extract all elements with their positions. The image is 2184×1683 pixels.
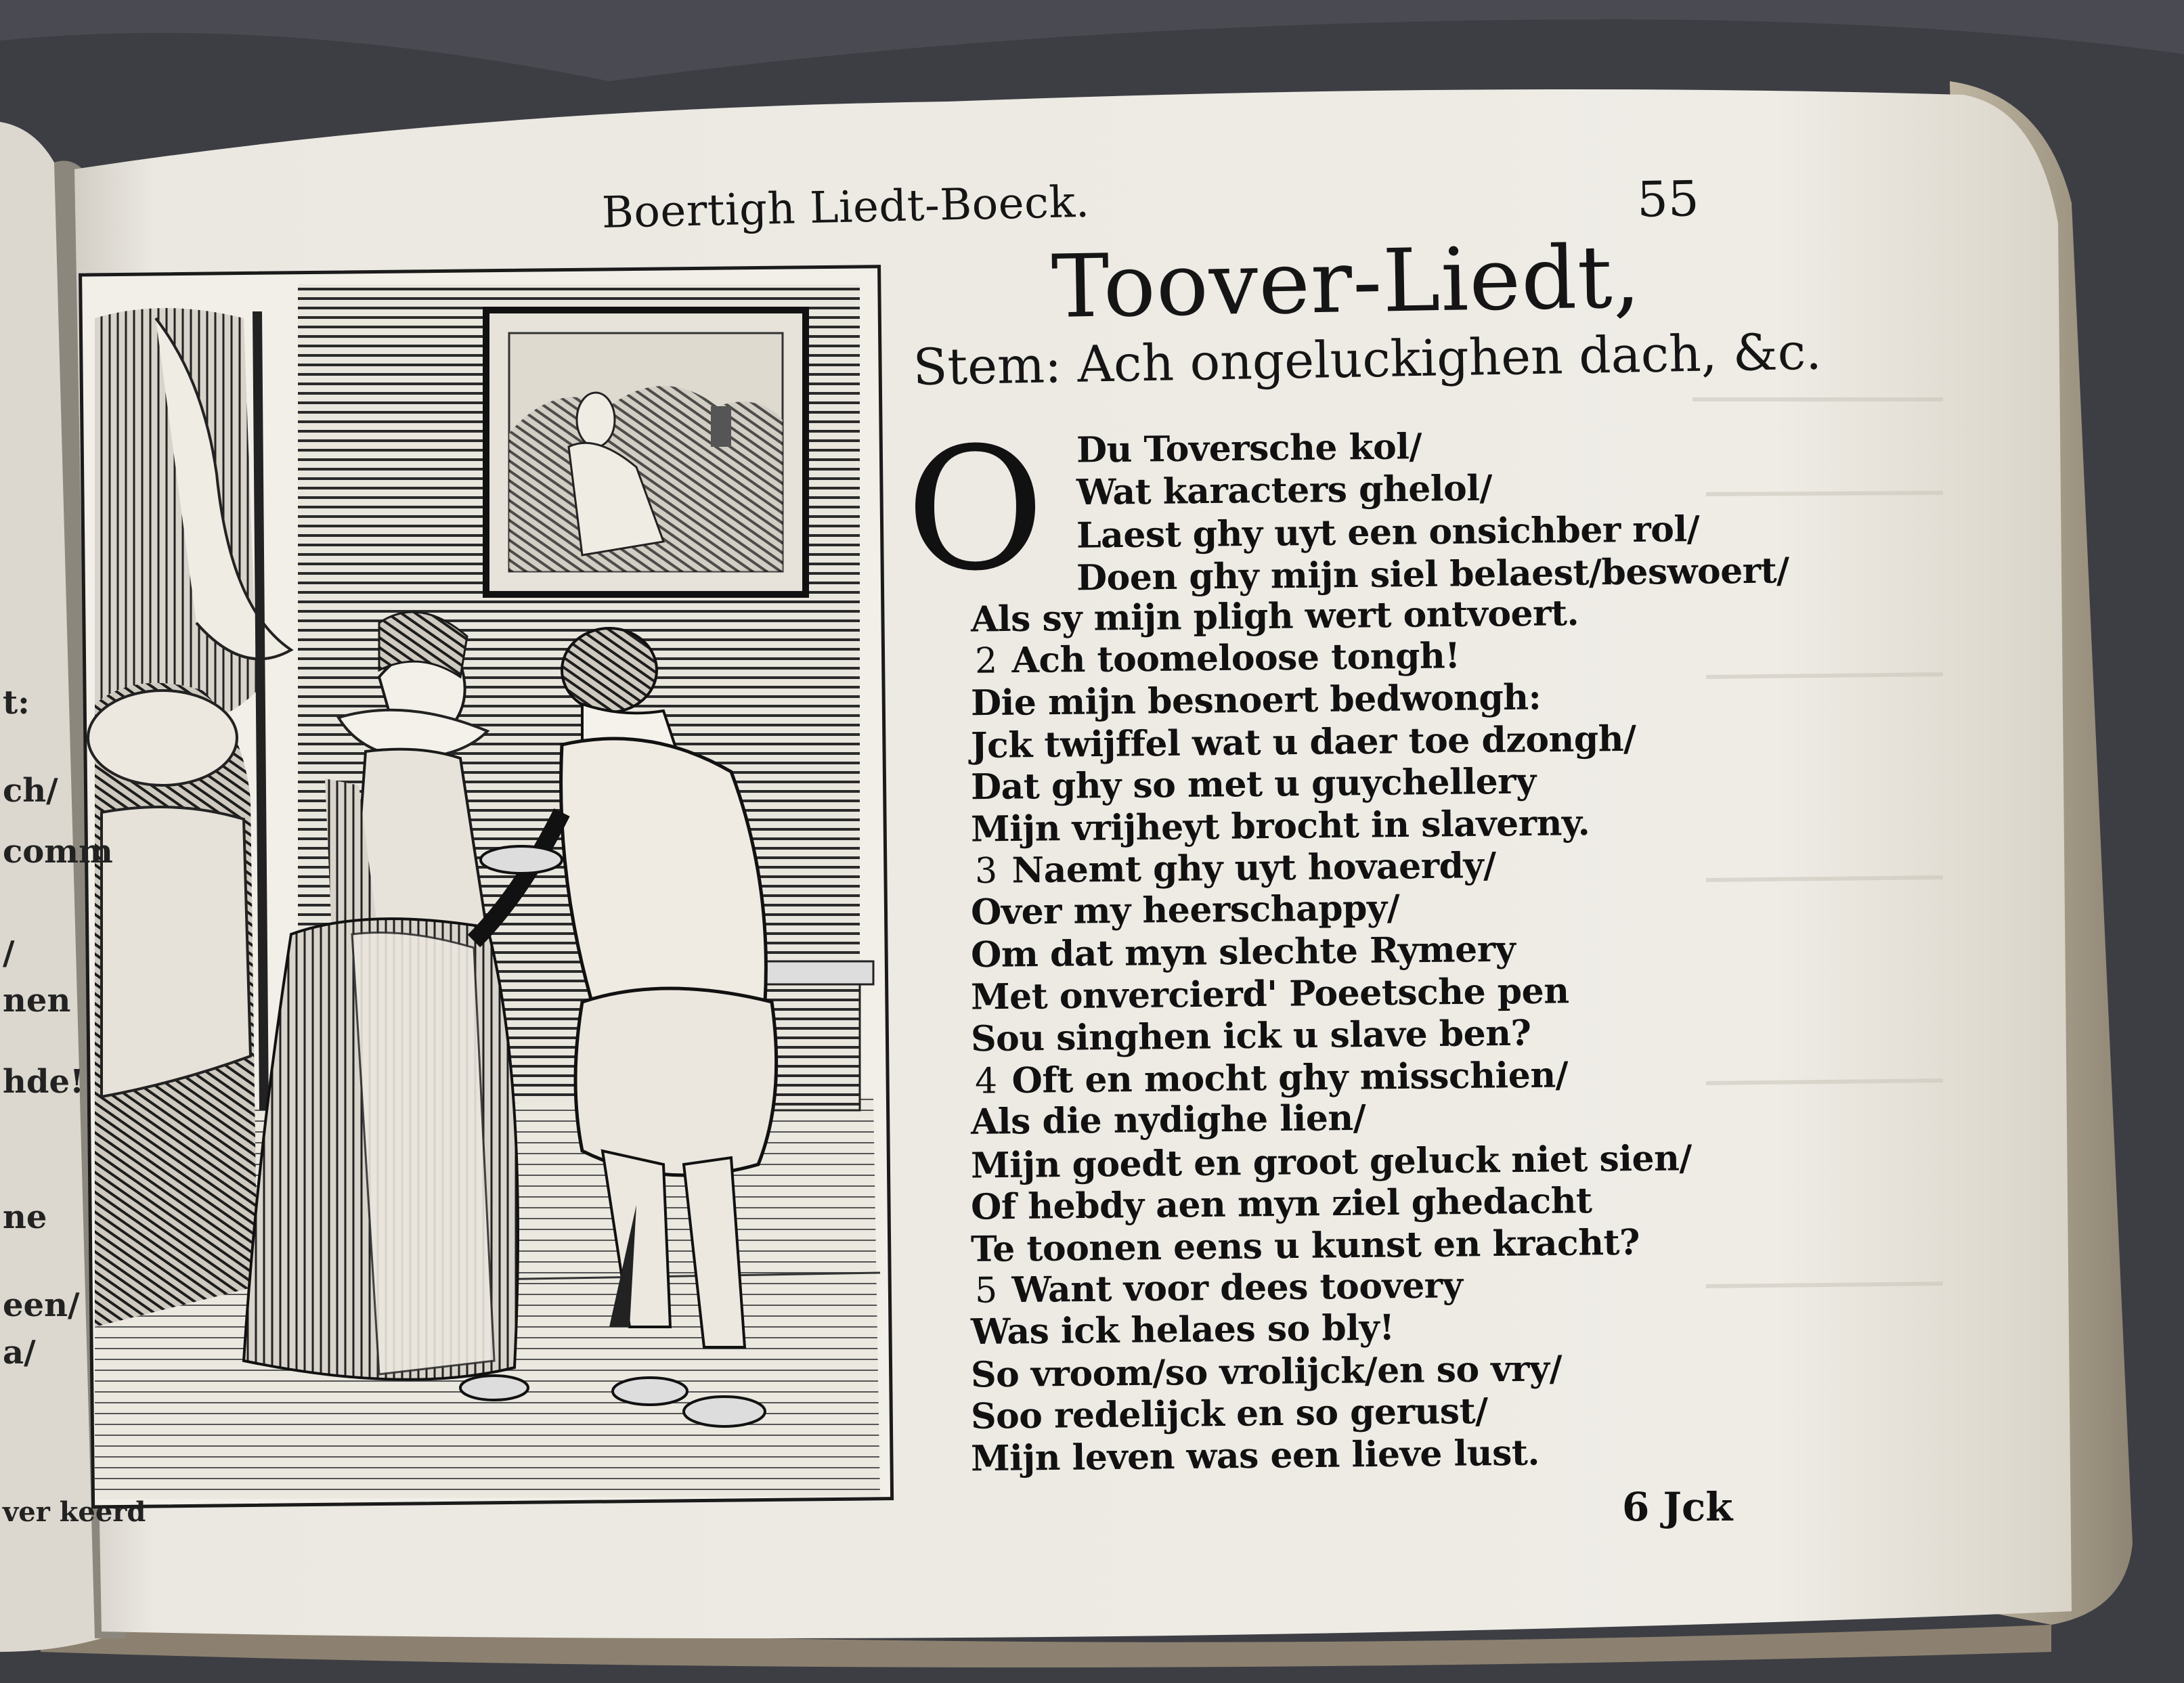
- verse-line: Sou singhen ick u slave ben?: [970, 1012, 1531, 1060]
- verse-line: Jck twijffel wat u daer toe dzongh/: [970, 718, 1636, 767]
- verse-line: 5 Want voor dees toovery: [974, 1265, 1463, 1311]
- left-fragment: /: [3, 934, 15, 972]
- verse-line: Over my heerschappy/: [970, 887, 1400, 934]
- verse-line: Of hebdy aen myn ziel ghedacht: [970, 1180, 1592, 1228]
- left-fragment: nen: [3, 982, 71, 1020]
- catchword: 6 Jck: [1622, 1484, 1733, 1530]
- verse-line: Mijn goedt en groot geluck niet sien/: [970, 1137, 1692, 1187]
- left-fragment: ch/: [3, 772, 58, 810]
- verse-line: Als die nydighe lien/: [970, 1097, 1366, 1143]
- verse-line: 2 Ach toomeloose tongh!: [974, 635, 1460, 682]
- page-number: 55: [1636, 170, 1700, 228]
- tune-line: Stem: Ach ongeluckighen dach, &c.: [913, 322, 1822, 397]
- left-fragment: ne: [3, 1198, 47, 1236]
- verse-line: Te toonen eens u kunst en kracht?: [970, 1221, 1640, 1271]
- running-head: Boertigh Liedt-Boeck.: [601, 177, 1091, 238]
- verse-line: Laest ghy uyt een onsichber rol/: [1076, 508, 1700, 556]
- left-fragment: t:: [3, 684, 30, 722]
- verse-line: 4 Oft en mocht ghy misschien/: [974, 1054, 1569, 1102]
- verse-line: Soo redelijck en so gerust/: [970, 1390, 1488, 1437]
- left-fragment: ver keerd: [3, 1496, 146, 1528]
- verse-line: Du Toversche kol/: [1076, 426, 1422, 471]
- verse-line: Om dat myn slechte Rymery: [970, 928, 1516, 976]
- verse-line: Was ick helaes so bly!: [970, 1307, 1395, 1353]
- verse-line: Mijn leven was een lieve lust.: [970, 1432, 1540, 1480]
- verse-line: 3 Naemt ghy uyt hovaerdy/: [974, 844, 1496, 892]
- drop-cap: O: [906, 411, 1045, 608]
- verse-line: So vroom/so vrolijck/en so vry/: [970, 1348, 1563, 1396]
- verse-line: Die mijn besnoert bedwongh:: [970, 676, 1542, 724]
- left-fragment: comm: [3, 833, 113, 871]
- verse-line: Wat karacters ghelol/: [1076, 467, 1493, 514]
- verse-line: Met onvercierd' Poeetsche pen: [970, 970, 1569, 1018]
- left-fragment: a/: [3, 1334, 36, 1372]
- verse-line: Als sy mijn pligh wert ontvoert.: [970, 592, 1579, 640]
- left-fragment: een/: [3, 1286, 80, 1324]
- verse-line: Doen ghy mijn siel belaest/beswoert/: [1076, 550, 1789, 599]
- verse-line: Mijn vrijheyt brocht in slaverny.: [970, 802, 1590, 850]
- left-fragment: hde!: [3, 1063, 85, 1101]
- verse-line: Dat ghy so met u guychellery: [970, 760, 1537, 808]
- song-title: Toover-Liedt,: [1051, 226, 1642, 338]
